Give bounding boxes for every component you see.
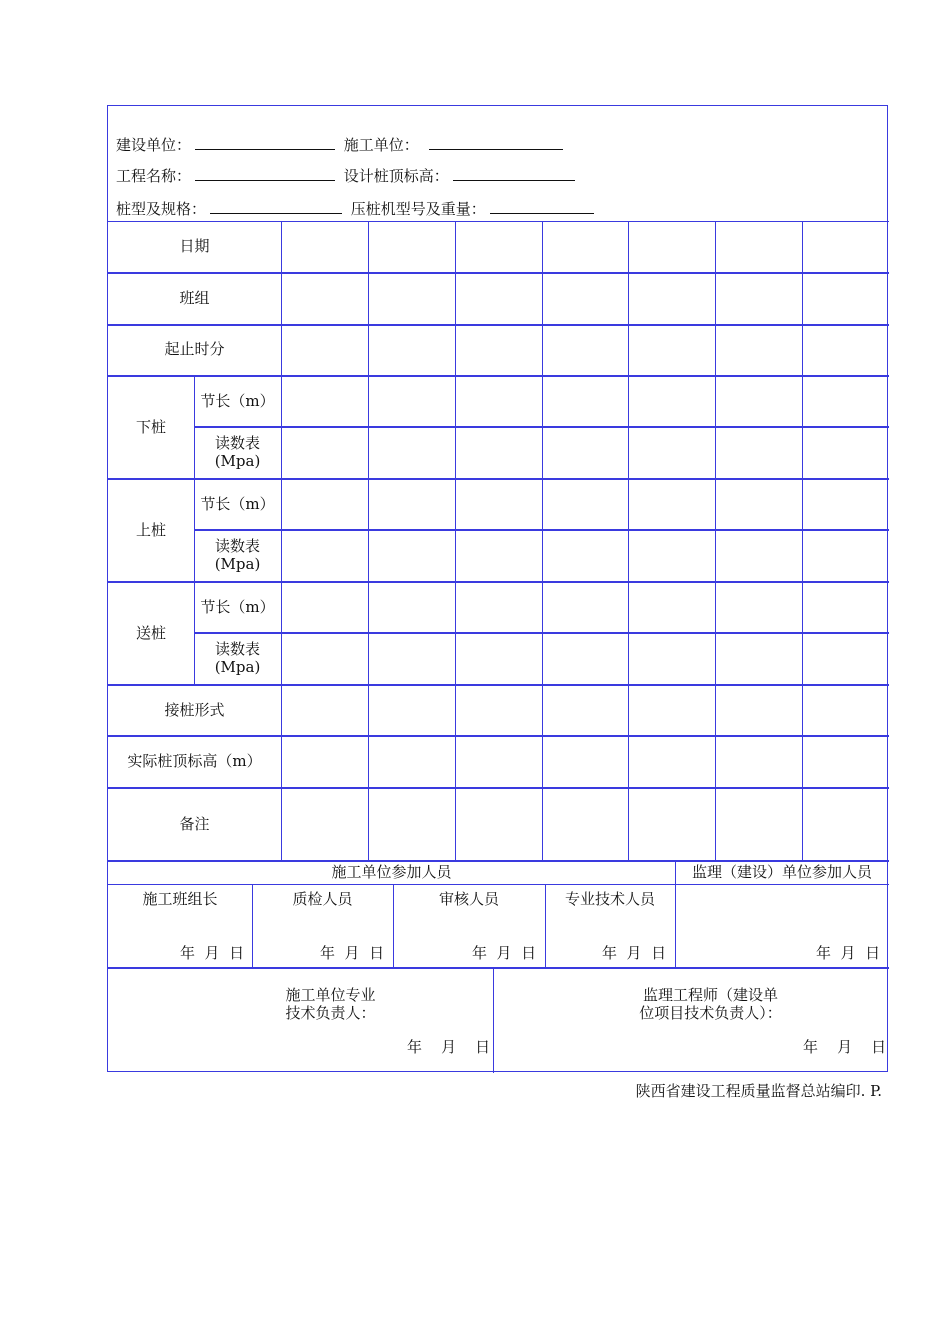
grid-line — [108, 684, 889, 686]
construction-unit-label: 建设单位： — [116, 136, 192, 154]
header-line-3 — [116, 198, 598, 220]
contractor-label: 施工单位： — [343, 136, 419, 154]
project-name-field[interactable] — [195, 166, 335, 181]
grid-line — [542, 221, 543, 860]
grid-line — [108, 884, 889, 885]
contractor-field[interactable] — [429, 135, 563, 150]
gauge-reading-line1: 读数表 — [214, 640, 260, 658]
row-label-team: 班组 — [179, 289, 210, 307]
grid-line — [108, 860, 889, 862]
quality-inspector-label: 质检人员 — [292, 890, 353, 908]
supervisor-date: 年 月 日 — [816, 944, 881, 962]
gauge-reading-line1: 读数表 — [214, 434, 260, 452]
row-label-actual-pile-top: 实际桩顶标高（m） — [127, 752, 262, 770]
publisher-note: 陕西省建设工程质量监督总站编印. P. — [635, 1082, 882, 1100]
contractor-tech-line1: 施工单位专业 — [285, 986, 376, 1004]
row-label-gauge-reading — [194, 640, 281, 676]
row-label-segment-length: 节长（m） — [200, 495, 275, 513]
design-pile-top-field[interactable] — [453, 166, 575, 181]
grid-line — [628, 221, 629, 860]
pile-type-field[interactable] — [210, 199, 342, 214]
grid-line — [108, 967, 889, 969]
grid-line — [108, 272, 889, 274]
construction-unit-field[interactable] — [195, 135, 335, 150]
row-label-lower-pile: 下桩 — [135, 418, 166, 436]
row-label-time: 起止时分 — [164, 340, 225, 358]
pile-driving-record-form — [107, 105, 888, 1072]
header-line-1 — [116, 134, 567, 156]
reviewer-label: 审核人员 — [438, 890, 499, 908]
machine-field[interactable] — [490, 199, 594, 214]
reviewer-date: 年 月 日 — [472, 944, 537, 962]
grid-line — [108, 581, 889, 583]
row-label-gauge-reading — [194, 434, 281, 470]
grid-line — [108, 787, 889, 789]
technician-date: 年 月 日 — [602, 944, 667, 962]
quality-inspector-date: 年 月 日 — [320, 944, 385, 962]
grid-line — [108, 221, 889, 222]
team-leader-date: 年 月 日 — [180, 944, 245, 962]
grid-line — [802, 221, 803, 860]
grid-line — [493, 967, 494, 1073]
row-label-upper-pile: 上桩 — [135, 521, 166, 539]
contractor-tech-line2: 技术负责人： — [285, 1004, 376, 1022]
row-label-gauge-reading — [194, 537, 281, 573]
contractor-tech-lead-label — [208, 986, 453, 1022]
gauge-reading-line2: (Mpa) — [214, 555, 261, 573]
pile-type-label: 桩型及规格： — [116, 200, 207, 218]
row-label-joint-form: 接桩形式 — [164, 701, 225, 719]
technician-label: 专业技术人员 — [564, 890, 655, 908]
supervisor-line1: 监理工程师（建设单 — [642, 986, 778, 1004]
header-line-2 — [116, 165, 579, 187]
grid-line — [108, 324, 889, 326]
grid-line — [455, 221, 456, 860]
row-label-send-pile: 送桩 — [135, 624, 166, 642]
design-pile-top-label: 设计桩顶标高： — [343, 167, 449, 185]
gauge-reading-line2: (Mpa) — [214, 452, 261, 470]
row-label-segment-length: 节长（m） — [200, 392, 275, 410]
grid-line — [368, 221, 369, 860]
supervisor-participants-title: 监理（建设）单位参加人员 — [691, 863, 872, 881]
contractor-tech-date: 年 月 日 — [407, 1038, 491, 1056]
row-label-segment-length: 节长（m） — [200, 598, 275, 616]
gauge-reading-line1: 读数表 — [214, 537, 260, 555]
grid-line — [281, 221, 282, 860]
supervisor-line2: 位项目技术负责人）： — [639, 1004, 782, 1022]
supervisor-engineer-label — [588, 986, 833, 1022]
gauge-reading-line2: (Mpa) — [214, 658, 261, 676]
machine-label: 压桩机型号及重量： — [350, 200, 486, 218]
grid-line — [108, 735, 889, 737]
row-label-remarks: 备注 — [179, 815, 210, 833]
grid-line — [108, 375, 889, 377]
contractor-participants-title: 施工单位参加人员 — [331, 863, 452, 881]
grid-line — [108, 478, 889, 480]
supervisor-engineer-date: 年 月 日 — [803, 1038, 887, 1056]
project-name-label: 工程名称： — [116, 167, 192, 185]
grid-line — [715, 221, 716, 860]
grid-line — [194, 375, 195, 684]
team-leader-label: 施工班组长 — [142, 890, 218, 908]
row-label-date: 日期 — [179, 237, 210, 255]
